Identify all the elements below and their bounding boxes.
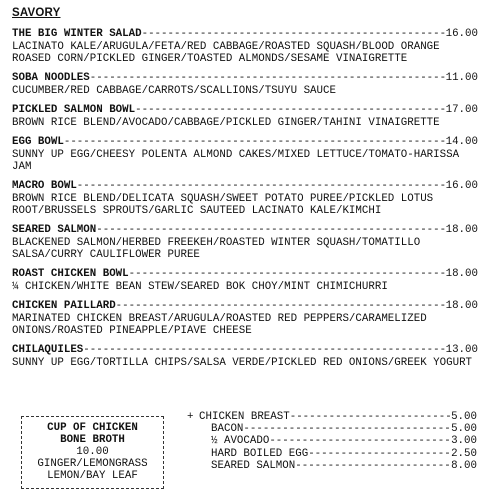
add-on-row [187,448,477,460]
item-description: CUCUMBER/RED CABBAGE/CARROTS/SCALLIONS/TSUYU SAUCE [12,85,336,97]
item-name: CHILAQUILES [12,344,84,356]
item-price: 18.00 [445,268,478,280]
item-name: PICKLED SALMON BOWL [12,104,136,116]
item-description: SUNNY UP EGG/TORTILLA CHIPS/SALSA VERDE/PICKLED RED ONIONS/GREEK YOGURT [12,357,473,369]
add-on-row [187,423,477,435]
dot-leader [116,300,446,312]
broth-ingredients-line1: GINGER/LEMONGRASS [37,458,148,470]
dot-leader [83,344,445,356]
add-on-name: BACON [211,423,244,436]
item-price: 16.00 [445,180,478,192]
item-price: 14.00 [445,136,478,148]
menu-item [12,344,478,369]
item-price: 18.00 [445,224,478,236]
add-on-row [187,411,477,423]
add-on-name: SEARED SALMON [211,459,296,472]
menu-item [12,224,478,261]
menu-item [12,136,478,173]
menu-item [12,180,478,217]
item-name: SEARED SALMON [12,224,97,236]
item-name: ROAST CHICKEN BOWL [12,268,129,280]
item-description: ¼ CHICKEN/WHITE BEAN STEW/SEARED BOK CHOY/MINT CHIMICHURRI [12,281,388,293]
item-description: LACINATO KALE/ARUGULA/FETA/RED CABBAGE/ROASTED SQUASH/BLOOD ORANGE ROASED CORN/PICKLED GINGER/TOASTED ALMONDS/SESAME VINAIGRETTE [12,41,440,65]
menu-items [12,28,478,376]
item-price: 11.00 [445,72,478,84]
item-description: SUNNY UP EGG/CHEESY POLENTA ALMOND CAKES/MIXED LETTUCE/TOMATO-HARISSA JAM [12,149,460,173]
item-name: THE BIG WINTER SALAD [12,28,142,40]
menu-item-header [12,268,478,281]
bone-broth-box [21,416,164,489]
menu-item-header [12,104,478,117]
item-name: MACRO BOWL [12,180,77,192]
add-on-price: 8.00 [451,459,477,472]
item-name: EGG BOWL [12,136,64,148]
menu-item-header [12,180,478,193]
add-on-price: 5.00 [451,411,477,423]
dot-leader [64,136,446,148]
dot-leader [77,180,446,192]
broth-price: 10.00 [76,446,109,458]
dot-leader [243,423,451,435]
item-description: BROWN RICE BLEND/AVOCADO/CABBAGE/PICKLED GINGER/TAHINI VINAIGRETTE [12,117,440,129]
dot-leader [90,72,446,84]
dot-leader [135,104,445,116]
menu-item-header [12,224,478,237]
broth-title-line1: CUP OF CHICKEN [47,422,138,434]
add-on-name: ½ AVOCADO [211,435,270,448]
item-price: 13.00 [445,344,478,356]
menu-item-header [12,28,478,41]
add-ons-list [187,411,477,472]
dot-leader [142,28,446,40]
item-description: MARINATED CHICKEN BREAST/ARUGULA/ROASTED RED PEPPERS/CARAMELIZED ONIONS/ROASTED PINEAPPLE/PIAVE CHEESE [12,313,427,337]
item-price: 16.00 [445,28,478,40]
menu-item [12,72,478,97]
dot-leader [295,460,451,472]
broth-title-line2: BONE BROTH [60,434,125,446]
menu-item [12,300,478,337]
add-on-price: 3.00 [451,435,477,448]
item-name: CHICKEN PAILLARD [12,300,116,312]
item-price: 18.00 [445,300,478,312]
add-on-price: 2.50 [451,447,477,460]
add-on-price: 5.00 [451,423,477,436]
menu-item-header [12,300,478,313]
dot-leader [269,435,451,447]
add-on-name: HARD BOILED EGG [211,447,309,460]
menu-item-header [12,344,478,357]
dot-leader [290,411,451,423]
item-description: BROWN RICE BLEND/DELICATA SQUASH/SWEET POTATO PUREE/PICKLED LOTUS ROOT/BRUSSELS SPROUTS/GARLIC SAUTEED LACINATO KALE/KIMCHI [12,193,434,217]
plus-sign: + [187,411,194,423]
add-on-row [187,460,477,472]
broth-ingredients-line2: LEMON/BAY LEAF [47,470,138,482]
add-on-name: CHICKEN BREAST [199,411,290,423]
item-name: SOBA NOODLES [12,72,90,84]
menu-item [12,268,478,293]
dot-leader [129,268,446,280]
menu-item-header [12,136,478,149]
item-description: BLACKENED SALMON/HERBED FREEKEH/ROASTED WINTER SQUASH/TOMATILLO SALSA/CURRY CAULIFLOWER PUREE [12,237,421,261]
dot-leader [308,448,451,460]
section-title: SAVORY [12,7,61,19]
menu-item [12,28,478,65]
menu-item-header [12,72,478,85]
add-on-row [187,435,477,447]
menu-item [12,104,478,129]
dot-leader [96,224,445,236]
item-price: 17.00 [445,104,478,116]
